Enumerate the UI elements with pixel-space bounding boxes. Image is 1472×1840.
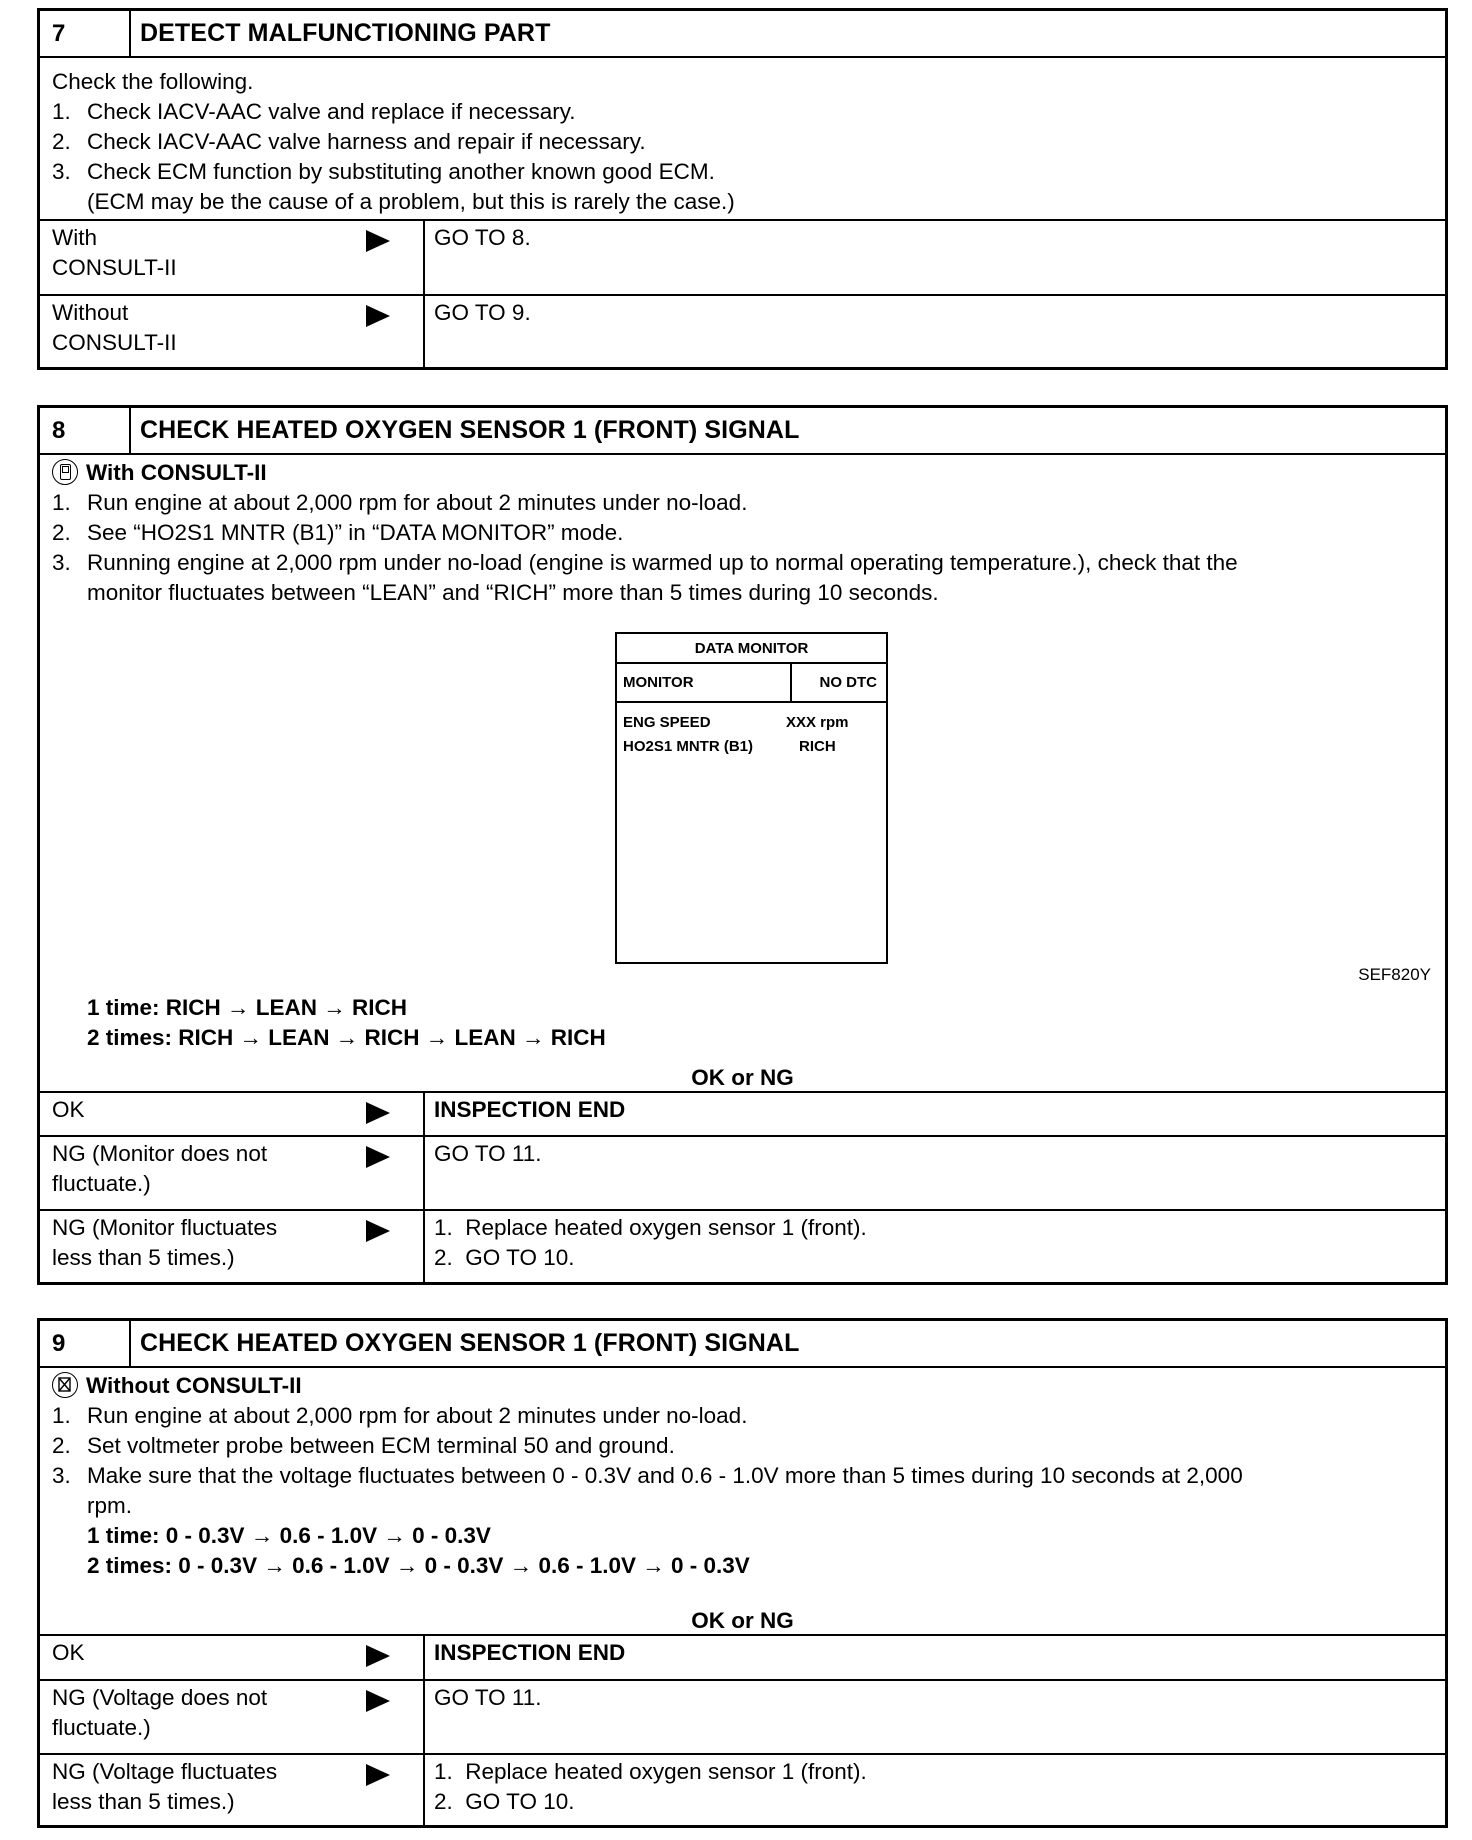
step-9-box	[37, 1318, 1448, 1828]
condition-label: CONSULT-II	[52, 255, 177, 280]
condition-label: less than 5 times.)	[52, 1789, 235, 1814]
condition-label: NG (Voltage does not	[52, 1685, 268, 1710]
condition-label: OK	[52, 1097, 85, 1122]
fluctuation-examples	[52, 993, 1433, 1053]
arrow-right-icon	[366, 230, 390, 252]
ok-or-ng-heading: OK or NG	[691, 1608, 794, 1633]
monitor-item-label: ENG SPEED	[623, 714, 711, 731]
no-consult-tool-icon	[52, 1372, 78, 1398]
instruction-item: 1. Run engine at about 2,000 rpm for about 2 minutes under no-load.	[52, 490, 748, 515]
monitor-item-value: RICH	[799, 738, 836, 755]
instruction-item: 1. Run engine at about 2,000 rpm for about 2 minutes under no-load.	[52, 1403, 748, 1428]
action-link[interactable]: GO TO 8.	[434, 225, 531, 250]
result-row[interactable]	[40, 1679, 1445, 1753]
result-row[interactable]	[40, 1753, 1445, 1825]
monitor-item-value: XXX rpm	[786, 714, 849, 731]
arrow-right-icon	[366, 1690, 390, 1712]
instruction-item: 2. Check IACV-AAC valve harness and repair if necessary.	[52, 129, 646, 154]
monitor-row	[623, 738, 753, 755]
condition-label: less than 5 times.)	[52, 1245, 235, 1270]
step-7-header	[40, 11, 1445, 58]
result-row[interactable]	[40, 219, 1445, 294]
arrow-right-icon	[366, 1146, 390, 1168]
instruction-continuation: monitor fluctuates between “LEAN” and “RICH” more than 5 times during 10 seconds.	[87, 580, 939, 605]
condition-label: NG (Monitor does not	[52, 1141, 268, 1166]
mode-label: With CONSULT-II	[52, 458, 1433, 488]
data-monitor-screen	[615, 632, 888, 964]
step-number: 8	[40, 408, 131, 453]
figure-id: SEF820Y	[1358, 965, 1431, 984]
arrow-right-icon	[366, 1220, 390, 1242]
consult-tool-icon	[52, 459, 78, 485]
arrow-right-icon	[366, 1764, 390, 1786]
instruction-item: 3. Running engine at 2,000 rpm under no-load (engine is warmed up to normal operating temperature.), check that the	[52, 550, 1238, 575]
result-row[interactable]	[40, 294, 1445, 367]
arrow-right-icon	[366, 305, 390, 327]
note-text: (ECM may be the cause of a problem, but this is rarely the case.)	[87, 189, 735, 214]
action-text[interactable]: INSPECTION END	[434, 1640, 626, 1665]
step-title: CHECK HEATED OXYGEN SENSOR 1 (FRONT) SIGNAL	[140, 416, 800, 444]
divider	[790, 664, 792, 701]
step-8-box	[37, 405, 1448, 1285]
instruction-item: 2. See “HO2S1 MNTR (B1)” in “DATA MONITOR” mode.	[52, 520, 624, 545]
condition-label: fluctuate.)	[52, 1715, 151, 1740]
step-8-instructions	[52, 458, 1433, 608]
condition-label: OK	[52, 1640, 85, 1665]
monitor-item-label: HO2S1 MNTR (B1)	[623, 738, 754, 755]
intro-text: Check the following.	[52, 69, 254, 94]
step-number: 9	[40, 1321, 131, 1366]
step-9-instructions	[52, 1371, 1433, 1581]
instruction-item: 2. Set voltmeter probe between ECM terminal 50 and ground.	[52, 1433, 675, 1458]
action-text[interactable]: INSPECTION END	[434, 1097, 626, 1122]
example-line: 2 times: 0 - 0.3V → 0.6 - 1.0V → 0 - 0.3V → 0.6 - 1.0V → 0 - 0.3V	[87, 1553, 750, 1578]
instruction-continuation: rpm.	[87, 1493, 132, 1518]
condition-label: Without	[52, 300, 129, 325]
action-link[interactable]: 2. GO TO 10.	[434, 1245, 575, 1270]
example-line: 1 time: RICH → LEAN → RICH	[87, 995, 408, 1020]
action-link[interactable]: GO TO 9.	[434, 300, 531, 325]
result-row[interactable]	[40, 1634, 1445, 1679]
result-row[interactable]	[40, 1091, 1445, 1135]
step-7-instructions	[52, 67, 1433, 217]
action-link[interactable]: GO TO 11.	[434, 1685, 542, 1710]
instruction-item: 1. Check IACV-AAC valve and replace if necessary.	[52, 99, 576, 124]
action-step: 1. Replace heated oxygen sensor 1 (front).	[434, 1215, 867, 1240]
monitor-title: DATA MONITOR	[617, 634, 886, 664]
step-8-header	[40, 408, 1445, 455]
ok-or-ng-heading: OK or NG	[691, 1065, 794, 1090]
example-line: 1 time: 0 - 0.3V → 0.6 - 1.0V → 0 - 0.3V	[87, 1523, 491, 1548]
step-7-box	[37, 8, 1448, 370]
example-line: 2 times: RICH → LEAN → RICH → LEAN → RICH	[87, 1025, 606, 1050]
instruction-item: 3. Check ECM function by substituting another known good ECM.	[52, 159, 715, 184]
condition-label: NG (Voltage fluctuates	[52, 1759, 278, 1784]
step-9-header	[40, 1321, 1445, 1368]
step-title: CHECK HEATED OXYGEN SENSOR 1 (FRONT) SIGNAL	[140, 1329, 800, 1357]
arrow-right-icon	[366, 1645, 390, 1667]
monitor-column-label: MONITOR	[623, 674, 694, 691]
condition-label: fluctuate.)	[52, 1171, 151, 1196]
instruction-item: 3. Make sure that the voltage fluctuates between 0 - 0.3V and 0.6 - 1.0V more than 5 times during 10 seconds at 2,000	[52, 1463, 1243, 1488]
condition-label: With	[52, 225, 97, 250]
monitor-subheader	[617, 664, 886, 703]
action-link[interactable]: 2. GO TO 10.	[434, 1789, 575, 1814]
monitor-status: NO DTC	[819, 674, 877, 691]
step-title: DETECT MALFUNCTIONING PART	[140, 19, 551, 47]
action-link[interactable]: GO TO 11.	[434, 1141, 542, 1166]
monitor-row	[623, 714, 711, 731]
step-number: 7	[40, 11, 131, 56]
arrow-right-icon	[366, 1102, 390, 1124]
condition-label: NG (Monitor fluctuates	[52, 1215, 278, 1240]
mode-label: Without CONSULT-II	[52, 1371, 1433, 1401]
action-step: 1. Replace heated oxygen sensor 1 (front).	[434, 1759, 867, 1784]
result-row[interactable]	[40, 1209, 1445, 1282]
condition-label: CONSULT-II	[52, 330, 177, 355]
result-row[interactable]	[40, 1135, 1445, 1209]
